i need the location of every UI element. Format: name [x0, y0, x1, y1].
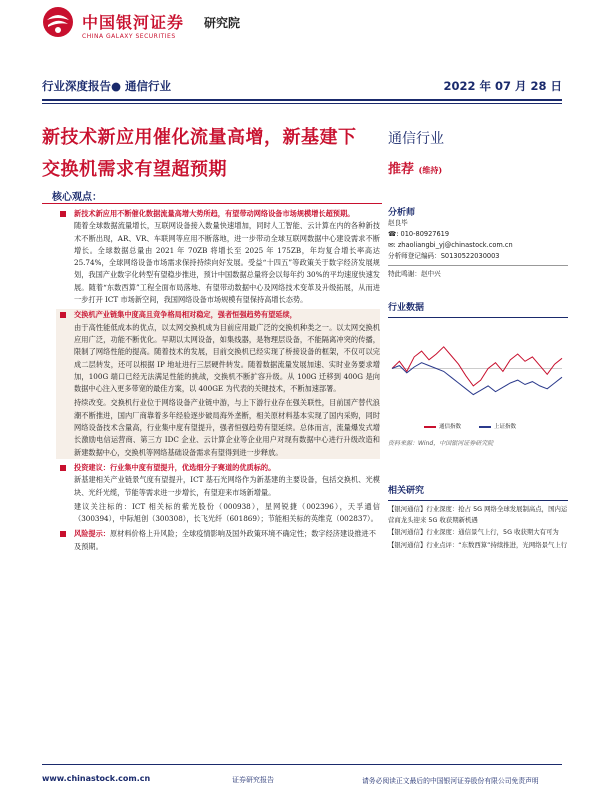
analyst-phone: ☎: 010-80927619	[388, 230, 450, 238]
core-views-heading: 核心观点：	[52, 192, 102, 203]
section-head-tail: 原材料价格上升风险；全球疫情影响及国外政策环境不确定性；数字经济建设推进不及预期。	[74, 529, 376, 551]
section-4	[56, 528, 380, 553]
footer-rule	[42, 764, 562, 765]
section-paragraph: 随着全球数据流量增长，互联网设备接入数量快速增加，同时人工智能、云计算在内的各种新技术不断出现，AR、VR、车联网等应用不断落地，进一步带动全球互联网数据中心建设需求不断增长。全球数据总量由 2021 年 70ZB 将增长至 2025 年 175ZB，年均复合增长率高达 25.74%，全球网络设备市场需求保持持续向好发展。受益“十四五”等政策关于数字经济发展规划，我国产业数字化转型有望稳步推进，预计中国数据总量将会以每年约 30%的平均速度快速发展。随着“东数西算”工程全面布局落地、有望带动数据中心及网络技术变革及升级拓展，从而进一步打开 ICT 市场新空间，我国网络设备市场规模有望保持高增长态势。	[74, 221, 380, 305]
acknowledgement: 特此鸣谢：赵中兴	[388, 270, 441, 278]
report-title: 新技术新应用催化流量高增，新基建下交换机需求有望超预期	[42, 127, 357, 180]
core-rule	[42, 203, 382, 204]
section-paragraph: 新基建相关产业链景气度有望提升，ICT 基石光网络作为新基建的主要设备，包括交换机、光模块、光纤光缆，节能等需求进一步增长，有望迎来市场新增量。	[74, 475, 380, 497]
legend-item: 通信指数	[424, 422, 461, 430]
section-paragraph: 建议关注标的：ICT 相关标的紫光股份（000938），星网锐捷（002396），天孚通信（300394），中际旭创（300308），长飞光纤（601869）；节能相关标的英维克（002837）。	[74, 501, 380, 524]
main-body	[56, 208, 380, 556]
related-heading: 相关研究	[388, 486, 425, 496]
institute-name: 研究院	[204, 16, 241, 30]
divider	[388, 265, 568, 266]
rating-value: 推荐	[388, 162, 415, 177]
series-line-1	[392, 347, 562, 386]
related-item[interactable]: 【银河通信】行业深度：抢占 5G 网络全球发展制高点，国内运营商龙头迎来 5G 收获期新机遇	[388, 505, 568, 524]
section-head: 新技术新应用不断催化数据流量高增大势所趋，有望带动网络设备市场规模增长超预期。	[74, 209, 355, 218]
divider	[388, 317, 568, 318]
header-rule	[42, 99, 562, 101]
section-1	[56, 208, 380, 306]
brand-logo	[42, 6, 242, 46]
chart-source: 资料来源：Wind，中国银河证券研究院	[388, 440, 494, 447]
footer-url[interactable]: www.chinastock.com.cn	[42, 774, 151, 783]
header-rule-thin	[42, 103, 562, 104]
section-paragraph: 由于高性能低成本的优点，以太网交换机成为目前应用最广泛的交换机种类之一。以太网交换机应用广泛，功能不断优化。早期以太网设备，如集线器，是物理层设备，不能隔离冲突的传播，限制了网络性能的提高。随着技术的发展，目前交换机已经实现了桥接设备的框架，不仅可以完成二层转发，还可以根据 IP 地址进行三层硬件转发。随着数据流量发展加速、实时业务要求增加，100G 端口已经无法满足性能的挑战，交换机不断扩容升级。从 100G 迁移到 400G 是向数据中心注入更多带宽的最佳方案，以 400GE 为代表的关键技术，不断加速部署。	[74, 322, 380, 394]
analyst-cert: 分析师登记编码：S0130522030003	[388, 252, 500, 260]
bullet-icon	[60, 312, 66, 318]
rating-note: (维持)	[418, 165, 443, 175]
section-paragraph: 持续改变。交换机行业位于网络设备产业链中游，与上下游行业存在强关联性，目前国产替代浪潮不断推进，国内厂商靠着多年经验逐步破局海外垄断，相关原材料基本实现了国内采购，同时网络设备技术含量高，行业集中度有望提升，强者恒强趋势有望延续。总体而言，流量爆发式增长激励电信运营商、第三方 IDC 企业、云计算企业等企业用户对现有数据中心进行升级改造和新建数据中心，交换机等网络基础设备需求有望得到进一步释放。	[74, 398, 380, 457]
section-head: 投资建议：行业集中度有望提升，优选细分子赛道的优质标的。	[74, 462, 276, 472]
footer-center: 证券研究报告	[232, 776, 274, 784]
section-2	[56, 309, 380, 459]
divider	[388, 500, 568, 501]
galaxy-logo-icon	[42, 6, 74, 38]
rating	[388, 158, 442, 177]
index-chart	[388, 321, 566, 416]
analyst-heading: 分析师	[388, 208, 416, 218]
series-line-2	[392, 363, 562, 395]
footer-disclaimer: 请务必阅读正文最后的中国银河证券股份有限公司免责声明	[362, 777, 539, 785]
bullet-icon	[60, 531, 66, 537]
bullet-icon	[60, 211, 66, 217]
market-data-heading: 行业数据	[388, 303, 425, 313]
section-head: 交换机产业链集中度高且竞争格局相对稳定，强者恒强趋势有望延续，	[74, 310, 297, 320]
bullet-icon	[60, 465, 66, 471]
analyst-email[interactable]: ✉: zhaoliangbi_yj@chinastock.com.cn	[388, 241, 513, 249]
section-3	[56, 462, 380, 525]
sidebar	[388, 205, 568, 552]
industry-label: 通信行业	[388, 131, 444, 147]
section-head: 风险提示：	[74, 529, 110, 539]
chart-legend	[388, 422, 568, 430]
brand-name-en: CHINA GALAXY SECURITIES	[82, 33, 176, 40]
report-date: 2022 年 07 月 28 日	[443, 79, 562, 93]
brand-name: 中国银河证券	[82, 13, 185, 32]
legend-item: 上证指数	[479, 422, 516, 430]
report-category: 行业深度报告● 通信行业	[42, 79, 172, 93]
analyst-name: 赵良毕	[388, 219, 408, 227]
related-item[interactable]: 【银河通信】行业深度：通信景气上行，5G 收获期大有可为	[388, 528, 559, 536]
related-item[interactable]: 【银河通信】行业点评：“东数西算”持续推进，光网络景气上行	[388, 540, 568, 549]
report-header	[42, 78, 562, 98]
